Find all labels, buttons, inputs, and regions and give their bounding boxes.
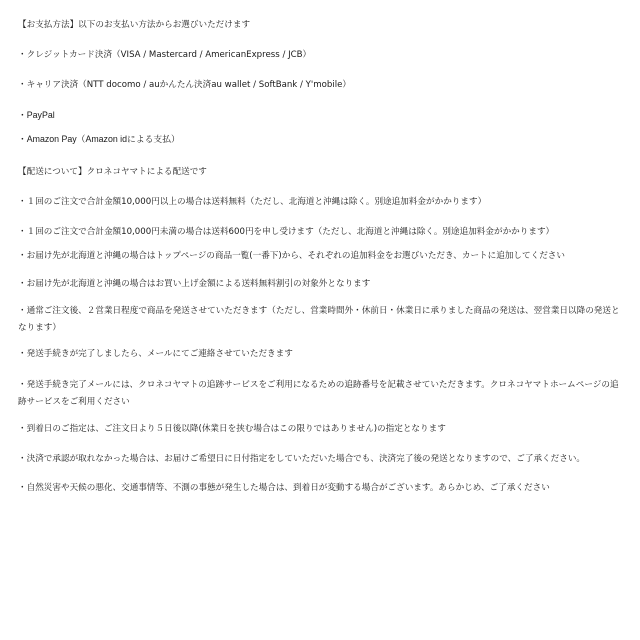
delivery-item-remote-areas: ・お届け先が北海道と沖縄の場合はトップページの商品一覧(一番下)から、それぞれの追加料金をお選びいただき、カートに追加してください [18, 251, 565, 261]
payment-item-paypal: ・PayPal [18, 110, 55, 120]
payment-item-credit-card: ・クレジットカード決済（VISA / Mastercard / AmericanExpress / JCB） [18, 50, 312, 60]
delivery-item-tracking: ・発送手続き完了メールには、クロネコヤマトの追跡サービスをご利用になるための追跡番号を記載させていただきます。クロネコヤマトホームページの追跡サービスをご利用ください [18, 380, 619, 407]
delivery-item-disasters: ・自然災害や天候の悪化、交通事情等、不測の事態が発生した場合は、到着日が変動する場合がございます。あらかじめ、ご了承ください [18, 483, 550, 493]
payment-heading: 【お支払方法】以下のお支払い方法からお選びいただけます [18, 20, 251, 30]
delivery-heading: 【配送について】クロネコヤマトによる配送です [18, 167, 207, 177]
delivery-item-free-shipping: ・１回のご注文で合計金額10,000円以上の場合は送料無料（ただし、北海道と沖縄は除く。別途追加料金がかかります） [18, 197, 487, 207]
delivery-item-date-designation: ・到着日のご指定は、ご注文日より５日後以降(休業日を挟む場合はこの限りではありません)の指定となります [18, 424, 446, 434]
payment-item-amazon-pay: ・Amazon Pay（Amazon idによる支払） [18, 134, 180, 144]
payment-item-carrier: ・キャリア決済（NTT docomo / auかんたん決済au wallet / SoftBank / Y'mobile） [18, 80, 351, 90]
delivery-item-dispatch-timing: ・通常ご注文後、２営業日程度で商品を発送させていただきます（ただし、営業時間外・休前日・休業日に承りました商品の発送は、翌営業日以降の発送となります） [18, 306, 620, 333]
delivery-item-no-discount: ・お届け先が北海道と沖縄の場合はお買い上げ金額による送料無料割引の対象外となります [18, 279, 371, 289]
delivery-item-email-notice: ・発送手続きが完了しましたら、メールにてご連絡させていただきます [18, 349, 293, 359]
delivery-item-payment-approval: ・決済で承認が取れなかった場合は、お届けご希望日に日付指定をしていただいた場合でも、決済完了後の発送となりますので、ご了承ください。 [18, 454, 586, 464]
delivery-item-shipping-fee: ・１回のご注文で合計金額10,000円未満の場合は送料600円を申し受けます（ただし、北海道と沖縄は除く。別途追加料金がかかります） [18, 227, 555, 237]
